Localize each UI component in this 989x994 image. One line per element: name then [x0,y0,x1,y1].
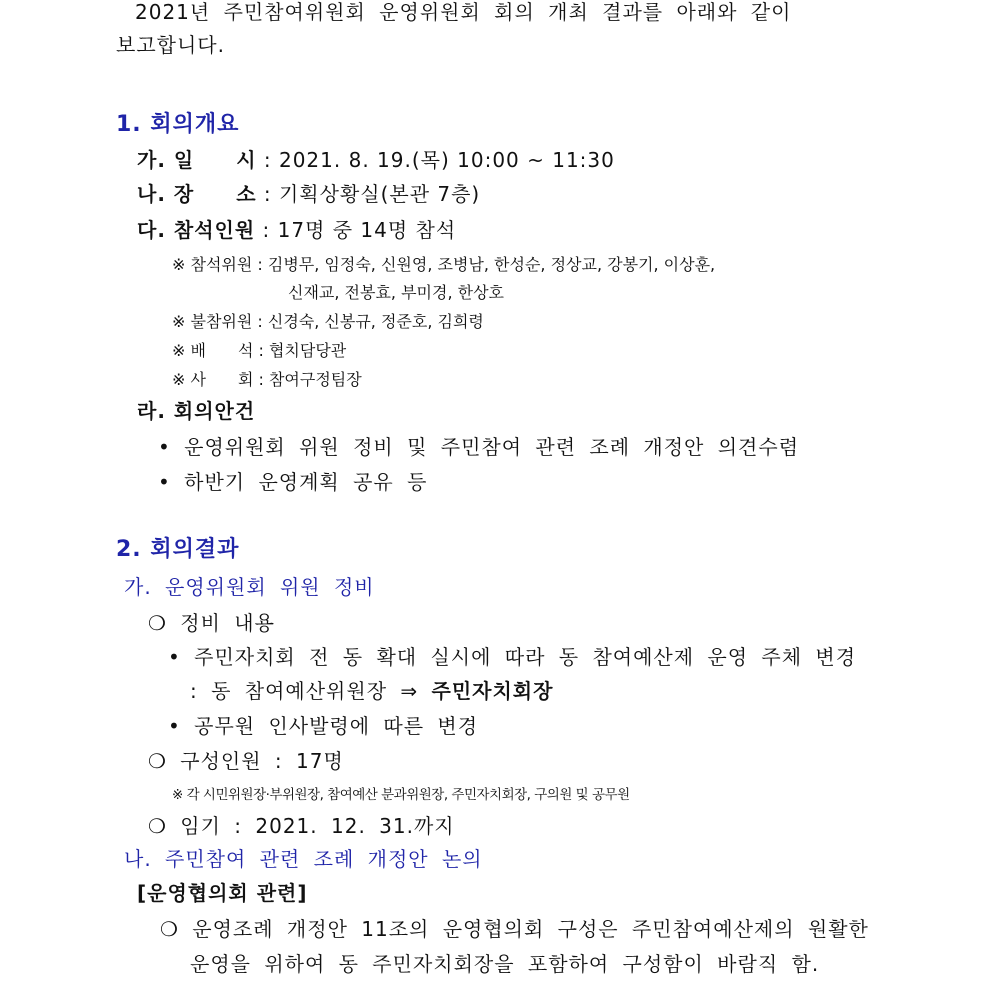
bullet-1-text: : 동 참여예산위원장 ⇒ [190,679,432,703]
place-value: : 기획상황실(본관 7층) [256,182,481,206]
note-observer [172,338,346,364]
agenda-item: • 하반기 운영계획 공유 등 [158,470,428,494]
place-label: 나. 장 소 [137,182,257,206]
note-label: ※ 배 석 : [172,341,269,360]
attendance-value: : 17명 중 14명 참석 [255,218,457,242]
bullet-1-bold: 주민자치회장 [431,679,554,703]
meeting-date [137,147,615,173]
note-label: ※ 참석위원 : [172,255,268,274]
date-label: 가. 일 시 [137,148,257,172]
members-note: ※ 각 시민위원장·부위원장, 참여예산 분과위원장, 주민자치회장, 구의원 및 공무원 [172,787,630,803]
section-1-title: 1. 회의개요 [116,112,240,137]
note-value: 신경숙, 신봉규, 정준호, 김희령 [267,312,484,331]
attendance-label: 다. 참석인원 [137,218,256,242]
subsection-a-title: 가. 운영위원회 위원 정비 [124,575,375,599]
item-1: ❍ 운영조례 개정안 11조의 운영협의회 구성은 주민참여예산제의 원활한 [160,917,869,941]
date-value: : 2021. 8. 19.(목) 10:00 ~ 11:30 [256,148,615,172]
content-label: ❍ 정비 내용 [148,611,275,635]
members: ❍ 구성인원 : 17명 [148,749,344,773]
note-value: 협치담당관 [268,341,347,360]
note-label: ※ 불참위원 : [172,312,268,331]
subsection-b-title: 나. 주민참여 관련 조례 개정안 논의 [124,847,483,871]
note-label: ※ 사 회 : [172,370,269,389]
agenda-label: 라. 회의안건 [137,399,256,423]
note-attendees-cont: 신재교, 전봉효, 부미경, 한상호 [288,283,504,302]
item-1-cont: 운영을 위하여 동 주민자치회장을 포함하여 구성함이 바람직 함. [190,952,820,976]
note-value: 김병무, 임정숙, 신원영, 조병남, 한성순, 정상교, 강봉기, 이상훈, [267,255,716,274]
meeting-place [137,181,480,207]
section-2-title: 2. 회의결과 [116,537,240,562]
bullet-1-cont [190,678,553,704]
bullet-1: • 주민자치회 전 동 확대 실시에 따라 동 참여예산제 운영 주체 변경 [168,645,857,669]
intro-line-2: 보고합니다. [116,33,225,57]
note-attendees [172,252,715,278]
term: ❍ 임기 : 2021. 12. 31.까지 [148,814,455,838]
note-host [172,367,362,393]
subheading: [운영협의회 관련] [137,881,308,905]
note-value: 참여구정팀장 [268,370,362,389]
bullet-2: • 공무원 인사발령에 따른 변경 [168,714,479,738]
intro-line-1: 2021년 주민참여위원회 운영위원회 회의 개최 결과를 아래와 같이 [135,0,792,24]
note-absentees [172,309,484,335]
agenda-item: • 운영위원회 위원 정비 및 주민참여 관련 조례 개정안 의견수렴 [158,435,800,459]
meeting-attendance [137,217,456,243]
